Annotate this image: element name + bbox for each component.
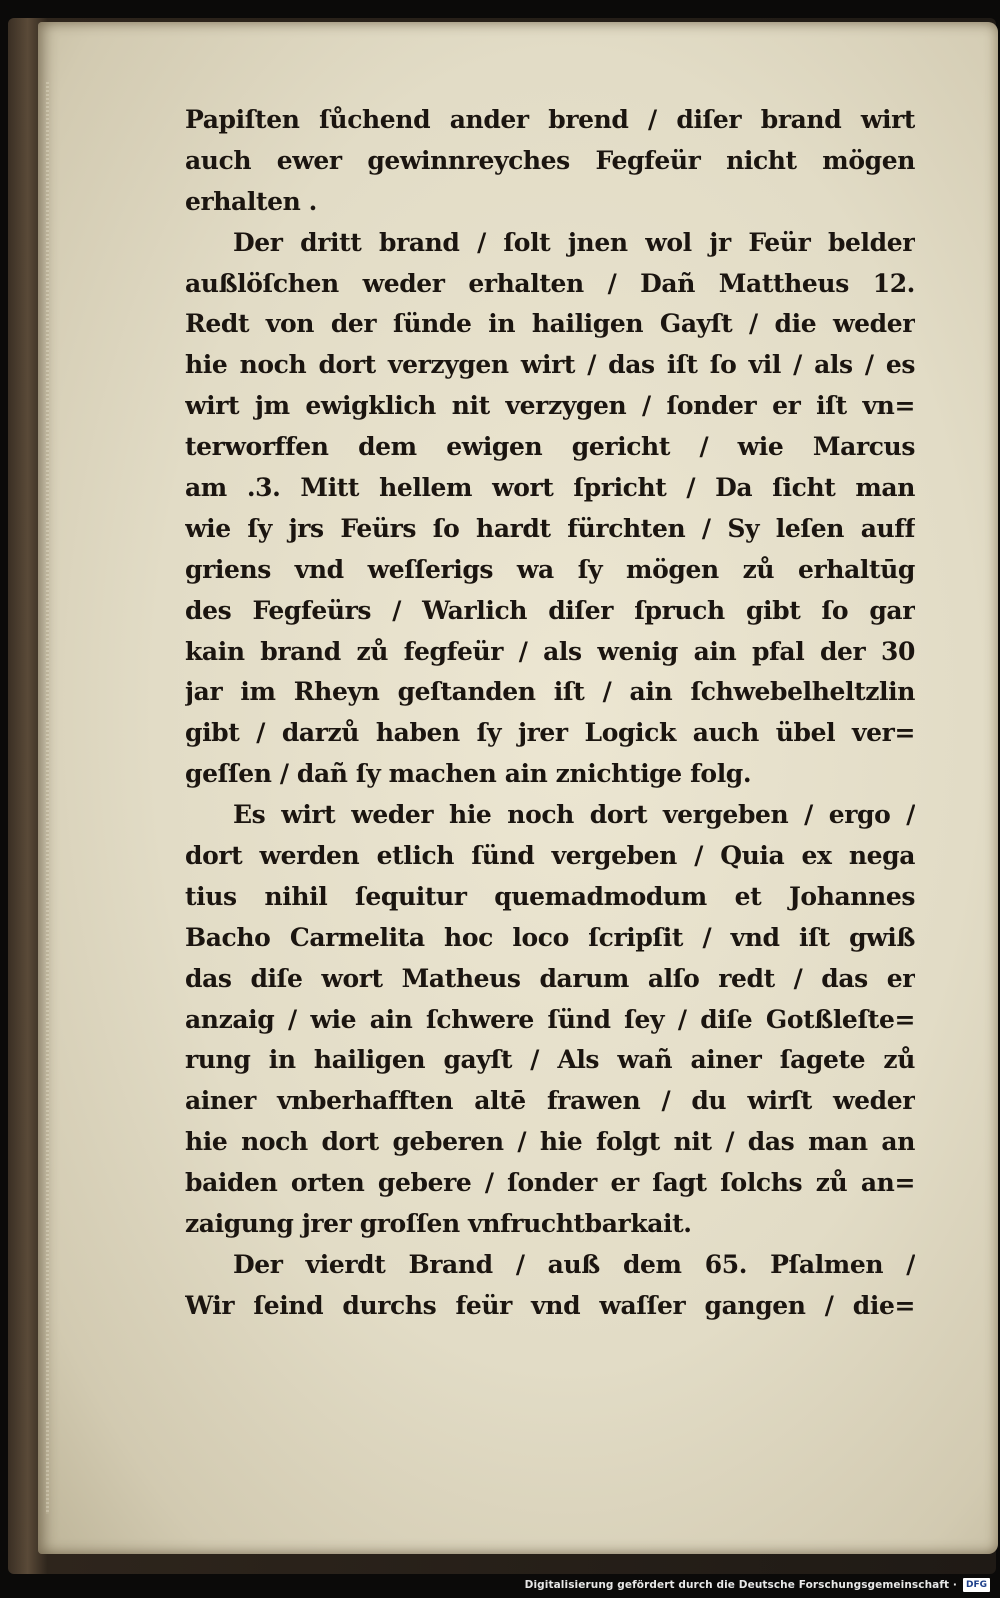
text-line: Der vierdt Brand / auß dem 65. Pſalmen / — [233, 1249, 915, 1279]
text-line: Wir ſeind durchs feür vnd waſſer gangen / die= — [185, 1290, 915, 1320]
text-line: das diſe wort Matheus darum alſo redt / das er — [185, 963, 915, 993]
text-line: tius nihil ſequitur quemadmodum et Johannes — [185, 881, 915, 911]
text-line: geſſen / dañ ſy machen ain znichtige folg. — [185, 759, 752, 789]
text-line: des Fegfeürs / Warlich diſer ſpruch gibt ſo gar — [185, 595, 915, 625]
text-line: Papiſten ſůchend ander brend / diſer brand wirt — [185, 105, 915, 134]
text-line: Es wirt weder hie noch dort vergeben / ergo / — [233, 800, 915, 830]
text-line: anzaig / wie ain ſchwere ſünd ſey / diſe Gotßleſte= — [185, 1004, 915, 1034]
text-line: terworffen dem ewigen gericht / wie Marcus — [185, 432, 915, 462]
dfg-logo: DFG — [963, 1578, 990, 1592]
digitization-credit — [525, 1576, 990, 1594]
text-line: hie noch dort verzygen wirt / das iſt ſo vil / als / es — [185, 350, 915, 380]
text-line: Bacho Carmelita hoc loco ſcripſit / vnd iſt gwiß — [185, 922, 915, 952]
text-line: kain brand zů fegfeür / als wenig ain pfal der 30 — [185, 636, 915, 666]
text-line: dort werden etlich ſünd vergeben / Quia ex nega — [185, 841, 915, 871]
text-line: erhalten . — [185, 186, 317, 216]
text-line: Redt von der ſünde in hailigen Gayſt / die weder — [185, 309, 915, 339]
text-line: jar im Rheyn geſtanden iſt / ain ſchwebelheltzlin — [185, 677, 915, 707]
text-line: Der dritt brand / ſolt jnen wol jr Feür belder — [233, 227, 915, 257]
text-line: wirt jm ewigklich nit verzygen / ſonder er iſt vn= — [185, 391, 915, 421]
credit-text: Digitalisierung gefördert durch die Deutsche Forschungsgemeinschaft · — [524, 1579, 957, 1591]
text-line: zaigung jrer groſſen vnfruchtbarkait. — [185, 1209, 692, 1239]
text-line: am .3. Mitt hellem wort ſpricht / Da ſicht man — [185, 473, 915, 503]
text-line: gibt / darzů haben ſy jrer Logick auch übel ver= — [185, 718, 915, 748]
page-edge — [46, 82, 49, 1514]
text-line: griens vnd weſſerigs wa ſy mögen zů erhaltūg — [185, 554, 915, 584]
page-text-block — [185, 100, 915, 1327]
text-line: ainer vnberhafften altē frawen / du wirſt weder — [185, 1086, 915, 1116]
text-line: rung in hailigen gayſt / Als wañ ainer ſagete zů — [185, 1045, 915, 1075]
text-line: auch ewer gewinnreyches Fegfeür nicht mögen — [185, 145, 915, 175]
text-line: wie ſy jrs Feürs ſo hardt fürchten / Sy leſen auff — [185, 513, 915, 543]
text-line: außlöſchen weder erhalten / Dañ Mattheus 12. — [185, 268, 915, 298]
text-line: hie noch dort geberen / hie folgt nit / das man an — [185, 1127, 915, 1157]
text-line: baiden orten gebere / ſonder er ſagt ſolchs zů an= — [185, 1168, 915, 1198]
